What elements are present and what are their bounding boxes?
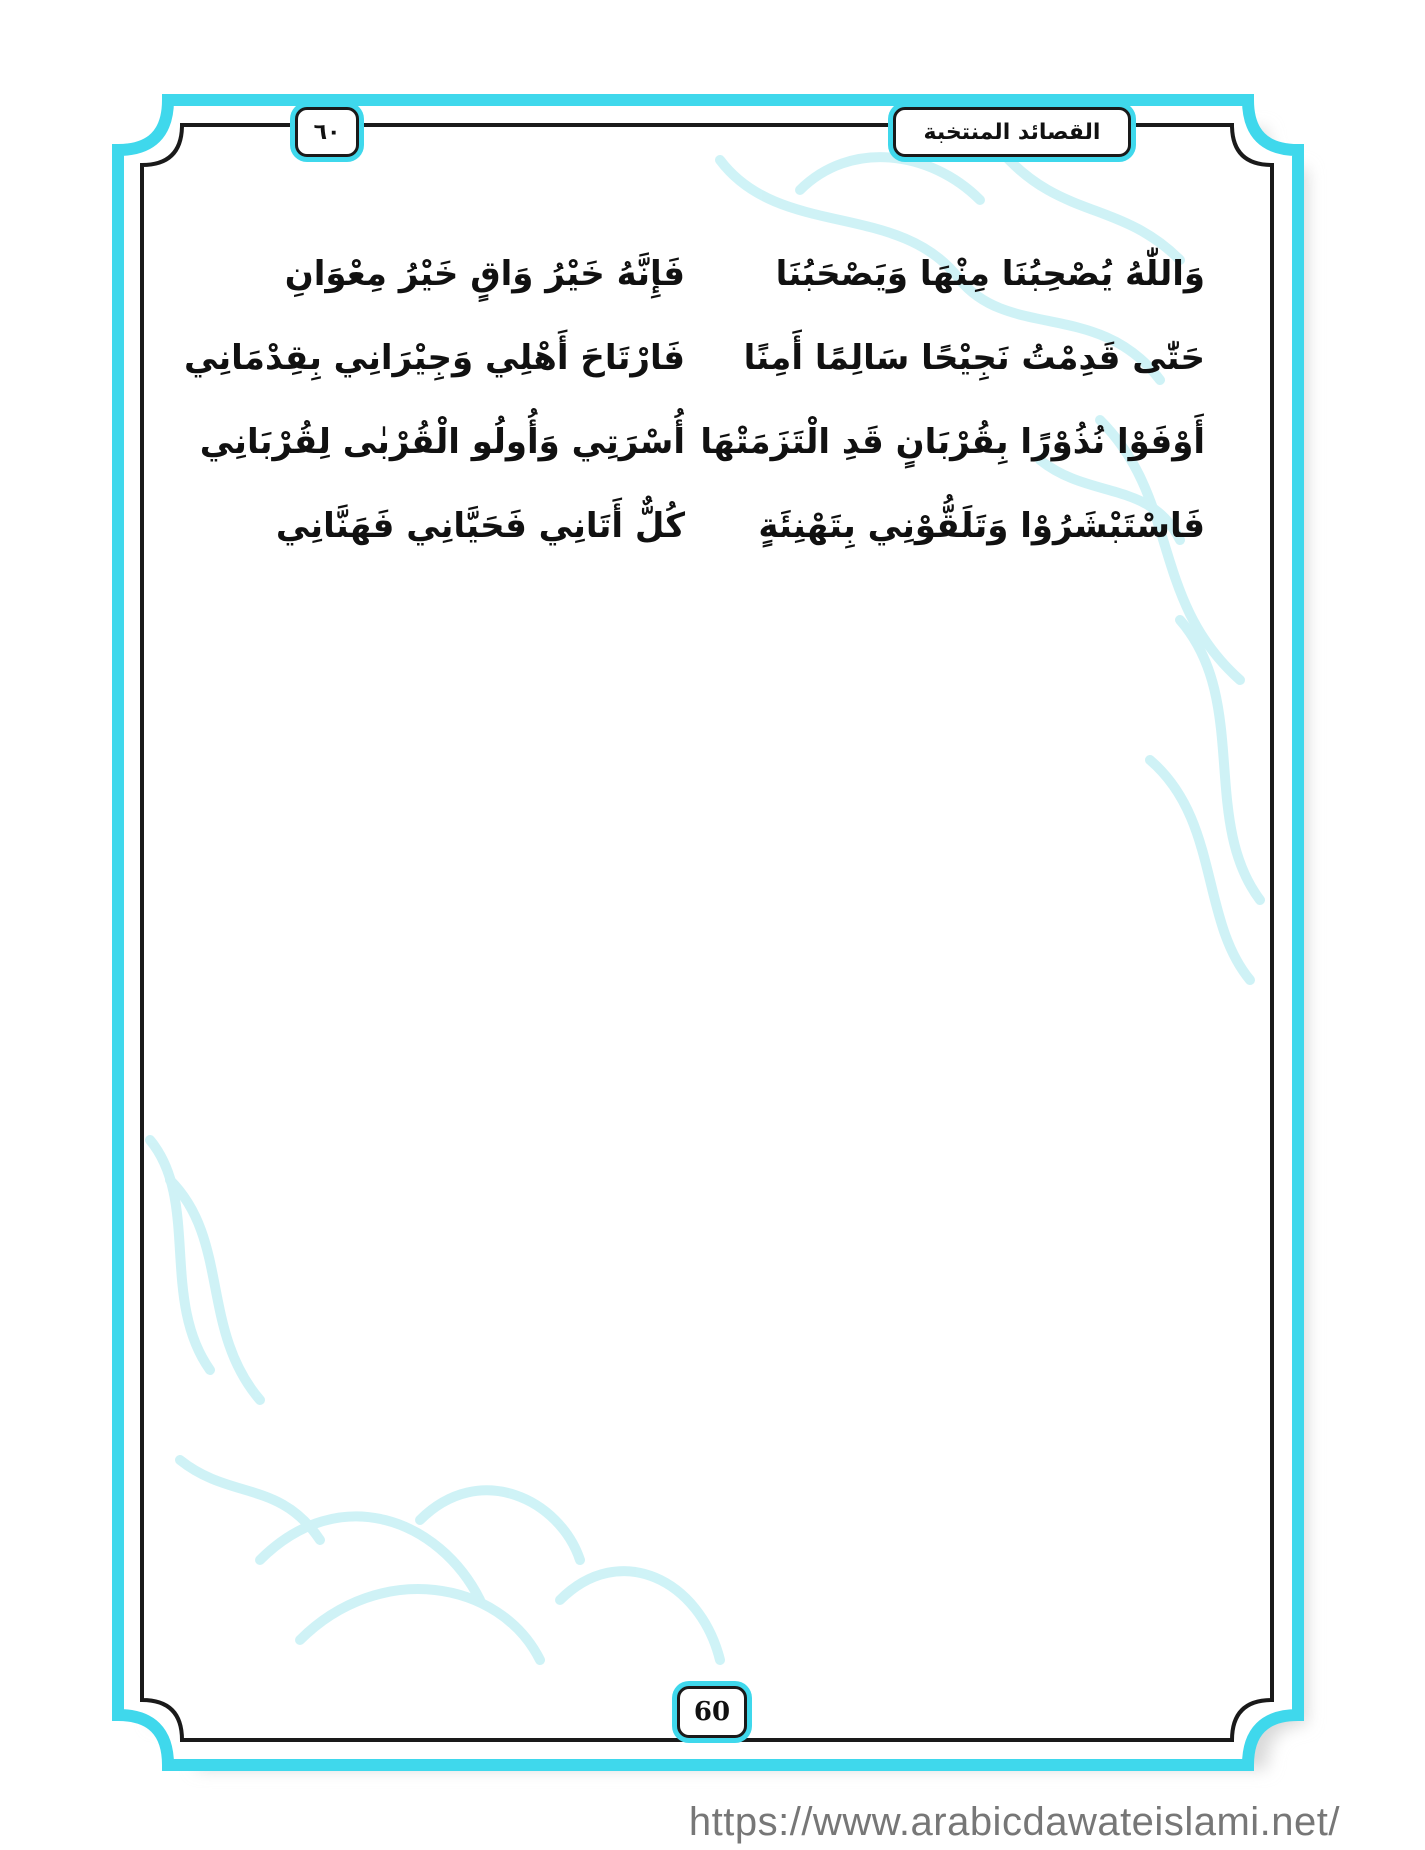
verse-2-second-hemistich: فَارْتَاحَ أَهْلِي وَجِيْرَانِي بِقِدْمَانِي [183, 338, 685, 378]
verse-2 [183, 316, 1205, 400]
verse-3-first-hemistich: أَوْفَوْا نُذُوْرًا بِقُرْبَانٍ قَدِ الْتَزَمَتْهَا [700, 422, 1205, 462]
website-url[interactable]: https://www.arabicdawateislami.net/ [688, 1800, 1340, 1844]
verse-4-first-hemistich: فَاسْتَبْشَرُوْا وَتَلَقُّوْنِي بِتَهْنِئَةٍ [758, 506, 1205, 546]
verse-4-second-hemistich: كُلٌّ أَتَانِي فَحَيَّانِي فَهَنَّانِي [275, 506, 685, 546]
book-title-label: القصائد المنتخبة [893, 107, 1131, 157]
verse-3-second-hemistich: أُسْرَتِي وَأُولُو الْقُرْبٰى لِقُرْبَانِي [199, 422, 685, 462]
page-number-arabic: ٦٠ [295, 107, 359, 157]
verse-2-first-hemistich: حَتّٰى قَدِمْتُ نَجِيْحًا سَالِمًا أَمِنًا [743, 338, 1205, 378]
page-number-bottom: 60 [677, 1686, 747, 1738]
verse-1-first-hemistich: وَاللّٰهُ يُصْحِبُنَا مِنْهَا وَيَصْحَبُنَا [775, 254, 1205, 294]
verse-1-second-hemistich: فَإِنَّهُ خَيْرُ وَاقٍ خَيْرُ مِعْوَانِ [284, 254, 685, 294]
poem-body [183, 232, 1205, 568]
verse-1 [215, 232, 1205, 316]
verse-4 [215, 484, 1205, 568]
verse-3 [199, 400, 1205, 484]
